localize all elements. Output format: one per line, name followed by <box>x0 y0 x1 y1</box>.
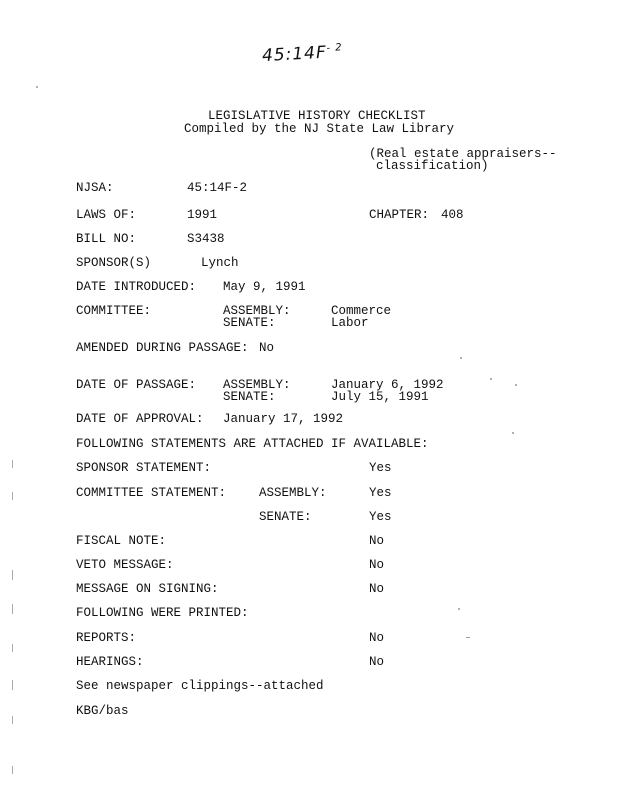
date-introduced-value: May 9, 1991 <box>223 280 306 294</box>
message-on-signing-value: No <box>369 582 385 596</box>
fiscal-note-value: No <box>369 534 385 548</box>
committee-label: COMMITTEE: <box>76 304 152 318</box>
handwritten-suffix: - 2 <box>326 42 343 55</box>
clippings-note: See newspaper clippings--attached <box>76 679 324 693</box>
printed-heading: FOLLOWING WERE PRINTED: <box>76 606 249 620</box>
scan-speck <box>460 357 462 359</box>
njsa-value: 45:14F-2 <box>187 181 248 195</box>
subject-note-line2: classification) <box>376 159 489 173</box>
scan-speck <box>515 384 517 386</box>
sponsors-label: SPONSOR(S) <box>76 256 152 270</box>
document-title: LEGISLATIVE HISTORY CHECKLIST <box>208 109 426 123</box>
scan-edge-mark <box>12 604 13 614</box>
committee-statement-label: COMMITTEE STATEMENT: <box>76 486 227 500</box>
laws-of-label: LAWS OF: <box>76 208 137 222</box>
committee-statement-senate-label: SENATE: <box>259 510 312 524</box>
scan-speck <box>512 432 514 434</box>
chapter-label: CHAPTER: <box>369 208 430 222</box>
hearings-label: HEARINGS: <box>76 655 144 669</box>
reports-value: No <box>369 631 385 645</box>
passage-assembly-label: ASSEMBLY: <box>223 378 291 392</box>
committee-statement-senate-value: Yes <box>369 510 392 524</box>
hearings-value: No <box>369 655 385 669</box>
scan-edge-mark <box>12 766 13 774</box>
document-subtitle: Compiled by the NJ State Law Library <box>184 122 455 136</box>
amended-label: AMENDED DURING PASSAGE: <box>76 341 249 355</box>
passage-senate-label: SENATE: <box>223 390 276 404</box>
statements-heading: FOLLOWING STATEMENTS ARE ATTACHED IF AVAILABLE: <box>76 437 429 451</box>
scan-edge-mark <box>12 492 13 500</box>
njsa-label: NJSA: <box>76 181 114 195</box>
typist-initials: KBG/bas <box>76 704 129 718</box>
passage-senate-value: July 15, 1991 <box>331 390 429 404</box>
date-introduced-label: DATE INTRODUCED: <box>76 280 197 294</box>
message-on-signing-label: MESSAGE ON SIGNING: <box>76 582 219 596</box>
committee-assembly-label: ASSEMBLY: <box>223 304 291 318</box>
bill-no-label: BILL NO: <box>76 232 137 246</box>
laws-of-value: 1991 <box>187 208 218 222</box>
scan-speck <box>36 86 38 88</box>
committee-senate-label: SENATE: <box>223 316 276 330</box>
subject-note-line1: (Real estate appraisers-- <box>369 147 557 161</box>
sponsor-statement-value: Yes <box>369 461 392 475</box>
scan-speck <box>466 637 470 638</box>
scan-edge-mark <box>12 570 13 580</box>
bill-no-value: S3438 <box>187 232 225 246</box>
amended-value: No <box>259 341 275 355</box>
sponsors-value: Lynch <box>201 256 239 270</box>
veto-message-label: VETO MESSAGE: <box>76 558 174 572</box>
veto-message-value: No <box>369 558 385 572</box>
date-of-passage-label: DATE OF PASSAGE: <box>76 378 197 392</box>
passage-assembly-value: January 6, 1992 <box>331 378 444 392</box>
chapter-value: 408 <box>441 208 464 222</box>
scan-edge-mark <box>12 680 13 690</box>
sponsor-statement-label: SPONSOR STATEMENT: <box>76 461 212 475</box>
committee-senate-value: Labor <box>331 316 369 330</box>
handwritten-number: 45:14F <box>261 42 328 67</box>
scan-edge-mark <box>12 716 13 724</box>
scan-speck <box>458 608 460 610</box>
handwritten-statute-number <box>262 42 344 66</box>
date-of-approval-value: January 17, 1992 <box>223 412 344 426</box>
committee-statement-assembly-label: ASSEMBLY: <box>259 486 327 500</box>
committee-assembly-value: Commerce <box>331 304 392 318</box>
scan-edge-mark <box>12 644 13 652</box>
reports-label: REPORTS: <box>76 631 137 645</box>
fiscal-note-label: FISCAL NOTE: <box>76 534 167 548</box>
scan-speck <box>490 378 492 380</box>
committee-statement-assembly-value: Yes <box>369 486 392 500</box>
date-of-approval-label: DATE OF APPROVAL: <box>76 412 204 426</box>
scan-edge-mark <box>12 460 13 468</box>
